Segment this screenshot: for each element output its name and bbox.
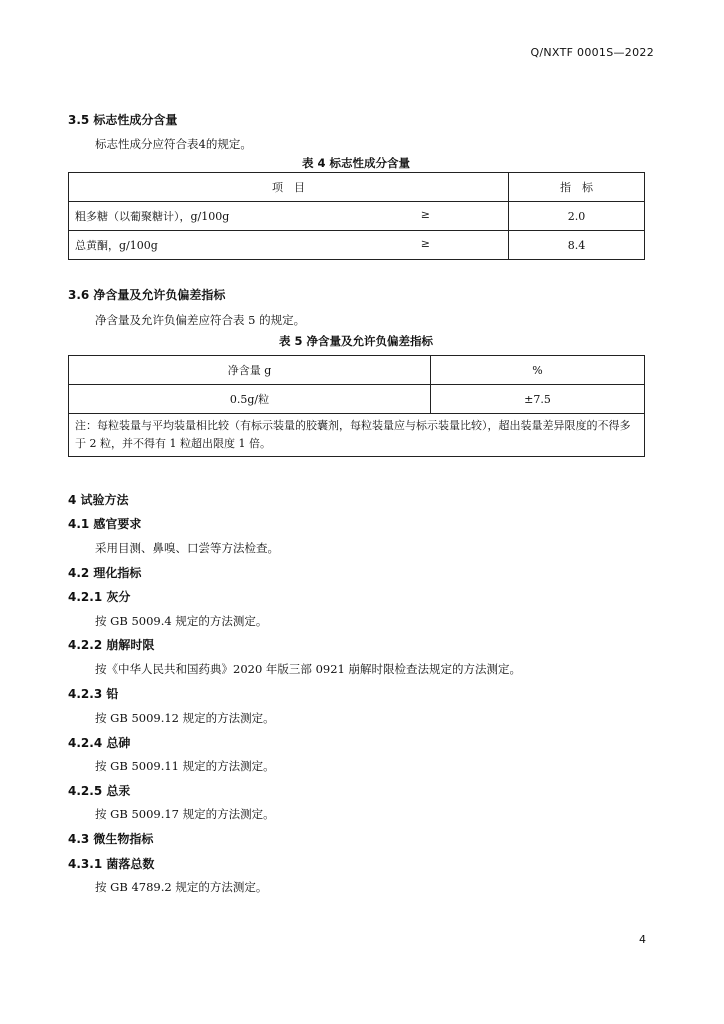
table-5-note: 注：每粒装量与平均装量相比较（有标示装量的胶囊剂，每粒装量应与标示装量比较），超出装量差异限度的不得多于 2 粒，并不得有 1 粒超出限度 1 倍。 — [69, 414, 645, 457]
section-4-2-2-title: 4.2.2 崩解时限 — [68, 638, 155, 652]
section-4-2-5-text: 按 GB 5009.17 规定的方法测定。 — [95, 807, 275, 821]
table-4-item-text: 粗多糖（以葡聚糖计），g/100g — [75, 210, 230, 223]
section-3-5-text: 标志性成分应符合表4的规定。 — [95, 137, 252, 151]
section-4-2-1-text: 按 GB 5009.4 规定的方法测定。 — [95, 614, 268, 628]
table-4-item-text: 总黄酮，g/100g — [75, 239, 158, 252]
geq-symbol: ≥ — [420, 208, 430, 221]
section-4-2-title: 4.2 理化指标 — [68, 566, 142, 580]
table-5-caption: 表 5 净含量及允许负偏差指标 — [278, 334, 433, 348]
table-5-header-percent: % — [431, 356, 645, 385]
table-4-caption: 表 4 标志性成分含量 — [301, 156, 410, 170]
table-row — [69, 231, 645, 260]
section-4-1-text: 采用目测、鼻嗅、口尝等方法检查。 — [95, 541, 279, 555]
table-4-header-item: 项 目 — [69, 173, 509, 202]
page-number: 4 — [639, 933, 646, 946]
section-4-2-4-title: 4.2.4 总砷 — [68, 736, 131, 750]
table-row — [69, 385, 645, 414]
table-row — [69, 414, 645, 457]
table-5-header-net: 净含量 g — [69, 356, 431, 385]
table-5-net-value: 0.5g/粒 — [69, 385, 431, 414]
table-4-header-index: 指 标 — [509, 173, 645, 202]
section-4-2-4-text: 按 GB 5009.11 规定的方法测定。 — [95, 759, 275, 773]
section-4-2-3-title: 4.2.3 铅 — [68, 687, 119, 701]
table-row — [69, 356, 645, 385]
table-4-item-cell — [69, 231, 509, 260]
section-4-2-1-title: 4.2.1 灰分 — [68, 590, 131, 604]
section-4-3-1-text: 按 GB 4789.2 规定的方法测定。 — [95, 880, 268, 894]
table-4-item-cell — [69, 202, 509, 231]
table-5-percent-value: ±7.5 — [431, 385, 645, 414]
section-4-2-5-title: 4.2.5 总汞 — [68, 784, 131, 798]
geq-symbol: ≥ — [420, 237, 430, 250]
section-4-3-title: 4.3 微生物指标 — [68, 832, 154, 846]
section-4-3-1-title: 4.3.1 菌落总数 — [68, 857, 155, 871]
table-5 — [68, 355, 645, 457]
table-4-value-cell: 8.4 — [509, 231, 645, 260]
section-3-6-text: 净含量及允许负偏差应符合表 5 的规定。 — [95, 313, 306, 327]
section-4-2-3-text: 按 GB 5009.12 规定的方法测定。 — [95, 711, 275, 725]
table-4-value-cell: 2.0 — [509, 202, 645, 231]
table-row — [69, 202, 645, 231]
table-row — [69, 173, 645, 202]
document-code: Q/NXTF 0001S—2022 — [530, 46, 654, 59]
section-3-5-title: 3.5 标志性成分含量 — [68, 113, 178, 127]
section-4-1-title: 4.1 感官要求 — [68, 517, 142, 531]
table-4 — [68, 172, 645, 260]
section-4-2-2-text: 按《中华人民共和国药典》2020 年版三部 0921 崩解时限检查法规定的方法测定。 — [95, 662, 521, 676]
section-3-6-title: 3.6 净含量及允许负偏差指标 — [68, 288, 226, 302]
section-4-title: 4 试验方法 — [68, 493, 129, 507]
